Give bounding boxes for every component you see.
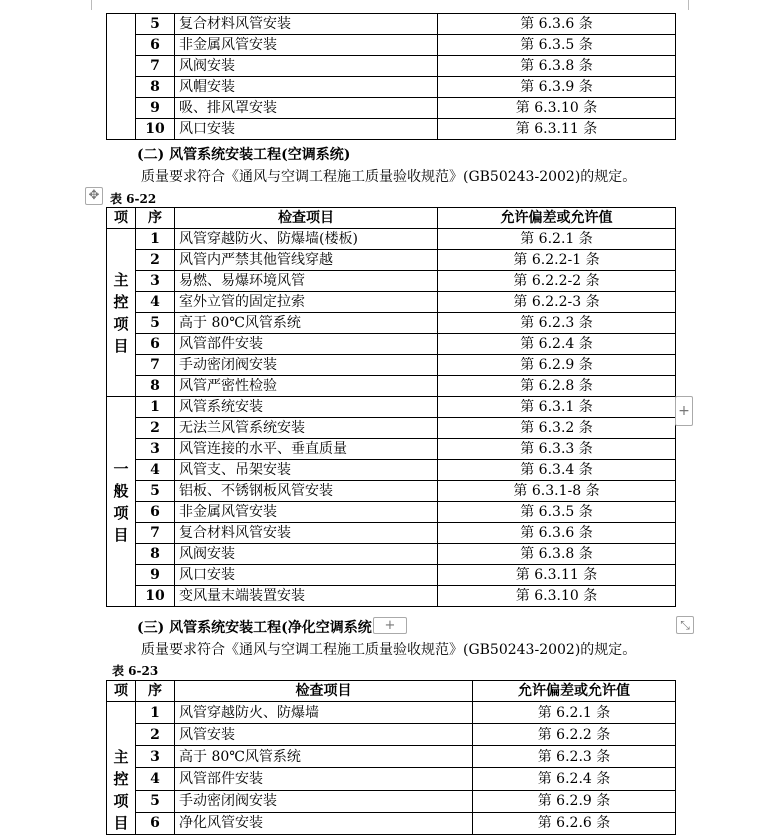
table-row bbox=[107, 746, 676, 768]
item-cell: 风管部件安装 bbox=[175, 334, 438, 355]
item-cell: 风帽安装 bbox=[175, 77, 438, 98]
category-cell bbox=[107, 14, 136, 140]
value-cell: 第 6.3.8 条 bbox=[438, 56, 676, 77]
seq-cell: 1 bbox=[136, 397, 175, 418]
value-cell: 第 6.2.1 条 bbox=[473, 702, 676, 724]
header-category: 项 bbox=[107, 208, 136, 229]
seq-cell: 1 bbox=[136, 229, 175, 250]
seq-cell: 6 bbox=[136, 35, 175, 56]
table-resize-handle-icon[interactable]: ⤡ bbox=[676, 616, 694, 634]
item-cell: 室外立管的固定拉索 bbox=[175, 292, 438, 313]
header-allowed-value: 允许偏差或允许值 bbox=[438, 208, 676, 229]
seq-cell: 6 bbox=[136, 334, 175, 355]
value-cell: 第 6.2.4 条 bbox=[438, 334, 676, 355]
item-cell: 吸、排风罩安装 bbox=[175, 98, 438, 119]
table-row bbox=[107, 376, 676, 397]
table-header-row bbox=[107, 208, 676, 229]
table-row bbox=[107, 768, 676, 790]
value-cell: 第 6.2.8 条 bbox=[438, 376, 676, 397]
value-cell: 第 6.3.3 条 bbox=[438, 439, 676, 460]
item-cell: 风管穿越防火、防爆墙 bbox=[175, 702, 473, 724]
value-cell: 第 6.2.6 条 bbox=[473, 812, 676, 834]
table-label-6-23: 表 6-23 bbox=[112, 664, 159, 678]
table-6-23 bbox=[106, 680, 676, 835]
value-cell: 第 6.3.9 条 bbox=[438, 77, 676, 98]
category-main-control: 主 控 项 目 bbox=[107, 229, 136, 397]
add-row-plus-icon[interactable]: + bbox=[373, 617, 407, 634]
header-seq: 序 bbox=[136, 208, 175, 229]
table-row bbox=[107, 56, 676, 77]
add-column-plus-icon[interactable]: + bbox=[675, 396, 693, 426]
page-margin-guide bbox=[91, 0, 689, 10]
table-row bbox=[107, 14, 676, 35]
value-cell: 第 6.3.4 条 bbox=[438, 460, 676, 481]
item-cell: 非金属风管安装 bbox=[175, 35, 438, 56]
table-row bbox=[107, 812, 676, 834]
table-row bbox=[107, 292, 676, 313]
table-row bbox=[107, 418, 676, 439]
table-row bbox=[107, 119, 676, 140]
table-row bbox=[107, 565, 676, 586]
item-cell: 铝板、不锈钢板风管安装 bbox=[175, 481, 438, 502]
value-cell: 第 6.2.1 条 bbox=[438, 229, 676, 250]
header-category: 项 bbox=[107, 681, 136, 702]
value-cell: 第 6.3.8 条 bbox=[438, 544, 676, 565]
seq-cell: 2 bbox=[136, 250, 175, 271]
value-cell: 第 6.2.2-3 条 bbox=[438, 292, 676, 313]
item-cell: 风管系统安装 bbox=[175, 397, 438, 418]
category-main-control: 主 控 项 目 bbox=[107, 702, 136, 835]
value-cell: 第 6.3.6 条 bbox=[438, 14, 676, 35]
item-cell: 复合材料风管安装 bbox=[175, 523, 438, 544]
seq-cell: 7 bbox=[136, 355, 175, 376]
item-cell: 无法兰风管系统安装 bbox=[175, 418, 438, 439]
seq-cell: 5 bbox=[136, 14, 175, 35]
value-cell: 第 6.2.9 条 bbox=[438, 355, 676, 376]
table-row bbox=[107, 250, 676, 271]
table-move-handle-icon[interactable]: ✥ bbox=[85, 187, 103, 205]
value-cell: 第 6.2.9 条 bbox=[473, 790, 676, 812]
category-general: 一 般 项 目 bbox=[107, 397, 136, 607]
seq-cell: 8 bbox=[136, 544, 175, 565]
seq-cell: 9 bbox=[136, 565, 175, 586]
seq-cell: 4 bbox=[136, 768, 175, 790]
item-cell: 复合材料风管安装 bbox=[175, 14, 438, 35]
section-heading-clean-air-conditioning: (三) 风管系统安装工程(净化空调系统 bbox=[137, 620, 372, 636]
header-seq: 序 bbox=[136, 681, 175, 702]
item-cell: 风管部件安装 bbox=[175, 768, 473, 790]
value-cell: 第 6.2.3 条 bbox=[438, 313, 676, 334]
table-header-row bbox=[107, 681, 676, 702]
seq-cell: 9 bbox=[136, 98, 175, 119]
item-cell: 净化风管安装 bbox=[175, 812, 473, 834]
table-row bbox=[107, 355, 676, 376]
seq-cell: 3 bbox=[136, 439, 175, 460]
table-row bbox=[107, 502, 676, 523]
item-cell: 高于 80℃风管系统 bbox=[175, 313, 438, 334]
value-cell: 第 6.2.2 条 bbox=[473, 724, 676, 746]
item-cell: 风管内严禁其他管线穿越 bbox=[175, 250, 438, 271]
table-row bbox=[107, 35, 676, 56]
table-row bbox=[107, 460, 676, 481]
item-cell: 手动密闭阀安装 bbox=[175, 790, 473, 812]
seq-cell: 5 bbox=[136, 481, 175, 502]
seq-cell: 4 bbox=[136, 292, 175, 313]
table-row bbox=[107, 523, 676, 544]
item-cell: 风阀安装 bbox=[175, 56, 438, 77]
seq-cell: 10 bbox=[136, 586, 175, 607]
quality-requirement-paragraph: 质量要求符合《通风与空调工程施工质量验收规范》(GB50243-2002)的规定。 bbox=[141, 642, 637, 658]
value-cell: 第 6.3.2 条 bbox=[438, 418, 676, 439]
item-cell: 高于 80℃风管系统 bbox=[175, 746, 473, 768]
item-cell: 易燃、易爆环境风管 bbox=[175, 271, 438, 292]
value-cell: 第 6.3.10 条 bbox=[438, 586, 676, 607]
value-cell: 第 6.2.2-1 条 bbox=[438, 250, 676, 271]
seq-cell: 5 bbox=[136, 313, 175, 334]
table-row bbox=[107, 724, 676, 746]
seq-cell: 6 bbox=[136, 812, 175, 834]
table-row bbox=[107, 77, 676, 98]
table-row bbox=[107, 439, 676, 460]
value-cell: 第 6.3.5 条 bbox=[438, 35, 676, 56]
table-label-6-22: 表 6-22 bbox=[110, 192, 157, 206]
seq-cell: 7 bbox=[136, 523, 175, 544]
value-cell: 第 6.2.3 条 bbox=[473, 746, 676, 768]
value-cell: 第 6.3.5 条 bbox=[438, 502, 676, 523]
item-cell: 风管安装 bbox=[175, 724, 473, 746]
table-row bbox=[107, 313, 676, 334]
header-check-item: 检查项目 bbox=[175, 681, 473, 702]
table-continuation bbox=[106, 13, 676, 140]
table-row bbox=[107, 586, 676, 607]
item-cell: 风管穿越防火、防爆墙(楼板) bbox=[175, 229, 438, 250]
header-check-item: 检查项目 bbox=[175, 208, 438, 229]
value-cell: 第 6.3.10 条 bbox=[438, 98, 676, 119]
seq-cell: 3 bbox=[136, 271, 175, 292]
seq-cell: 3 bbox=[136, 746, 175, 768]
item-cell: 风管连接的水平、垂直质量 bbox=[175, 439, 438, 460]
seq-cell: 2 bbox=[136, 418, 175, 439]
seq-cell: 4 bbox=[136, 460, 175, 481]
value-cell: 第 6.3.6 条 bbox=[438, 523, 676, 544]
seq-cell: 6 bbox=[136, 502, 175, 523]
value-cell: 第 6.3.1-8 条 bbox=[438, 481, 676, 502]
item-cell: 风管严密性检验 bbox=[175, 376, 438, 397]
item-cell: 风口安装 bbox=[175, 565, 438, 586]
section-heading-air-conditioning: (二) 风管系统安装工程(空调系统) bbox=[137, 147, 351, 163]
seq-cell: 1 bbox=[136, 702, 175, 724]
item-cell: 风阀安装 bbox=[175, 544, 438, 565]
table-row bbox=[107, 544, 676, 565]
seq-cell: 2 bbox=[136, 724, 175, 746]
seq-cell: 7 bbox=[136, 56, 175, 77]
value-cell: 第 6.3.1 条 bbox=[438, 397, 676, 418]
table-row bbox=[107, 334, 676, 355]
value-cell: 第 6.2.2-2 条 bbox=[438, 271, 676, 292]
table-6-22 bbox=[106, 207, 676, 607]
item-cell: 非金属风管安装 bbox=[175, 502, 438, 523]
quality-requirement-paragraph: 质量要求符合《通风与空调工程施工质量验收规范》(GB50243-2002)的规定。 bbox=[141, 169, 637, 185]
table-row bbox=[107, 790, 676, 812]
value-cell: 第 6.3.11 条 bbox=[438, 565, 676, 586]
seq-cell: 5 bbox=[136, 790, 175, 812]
value-cell: 第 6.3.11 条 bbox=[438, 119, 676, 140]
seq-cell: 8 bbox=[136, 376, 175, 397]
table-row bbox=[107, 98, 676, 119]
table-row bbox=[107, 271, 676, 292]
seq-cell: 8 bbox=[136, 77, 175, 98]
header-allowed-value: 允许偏差或允许值 bbox=[473, 681, 676, 702]
seq-cell: 10 bbox=[136, 119, 175, 140]
item-cell: 风管支、吊架安装 bbox=[175, 460, 438, 481]
item-cell: 手动密闭阀安装 bbox=[175, 355, 438, 376]
table-row bbox=[107, 702, 676, 724]
table-row bbox=[107, 397, 676, 418]
item-cell: 风口安装 bbox=[175, 119, 438, 140]
item-cell: 变风量末端装置安装 bbox=[175, 586, 438, 607]
value-cell: 第 6.2.4 条 bbox=[473, 768, 676, 790]
table-row bbox=[107, 229, 676, 250]
table-row bbox=[107, 481, 676, 502]
